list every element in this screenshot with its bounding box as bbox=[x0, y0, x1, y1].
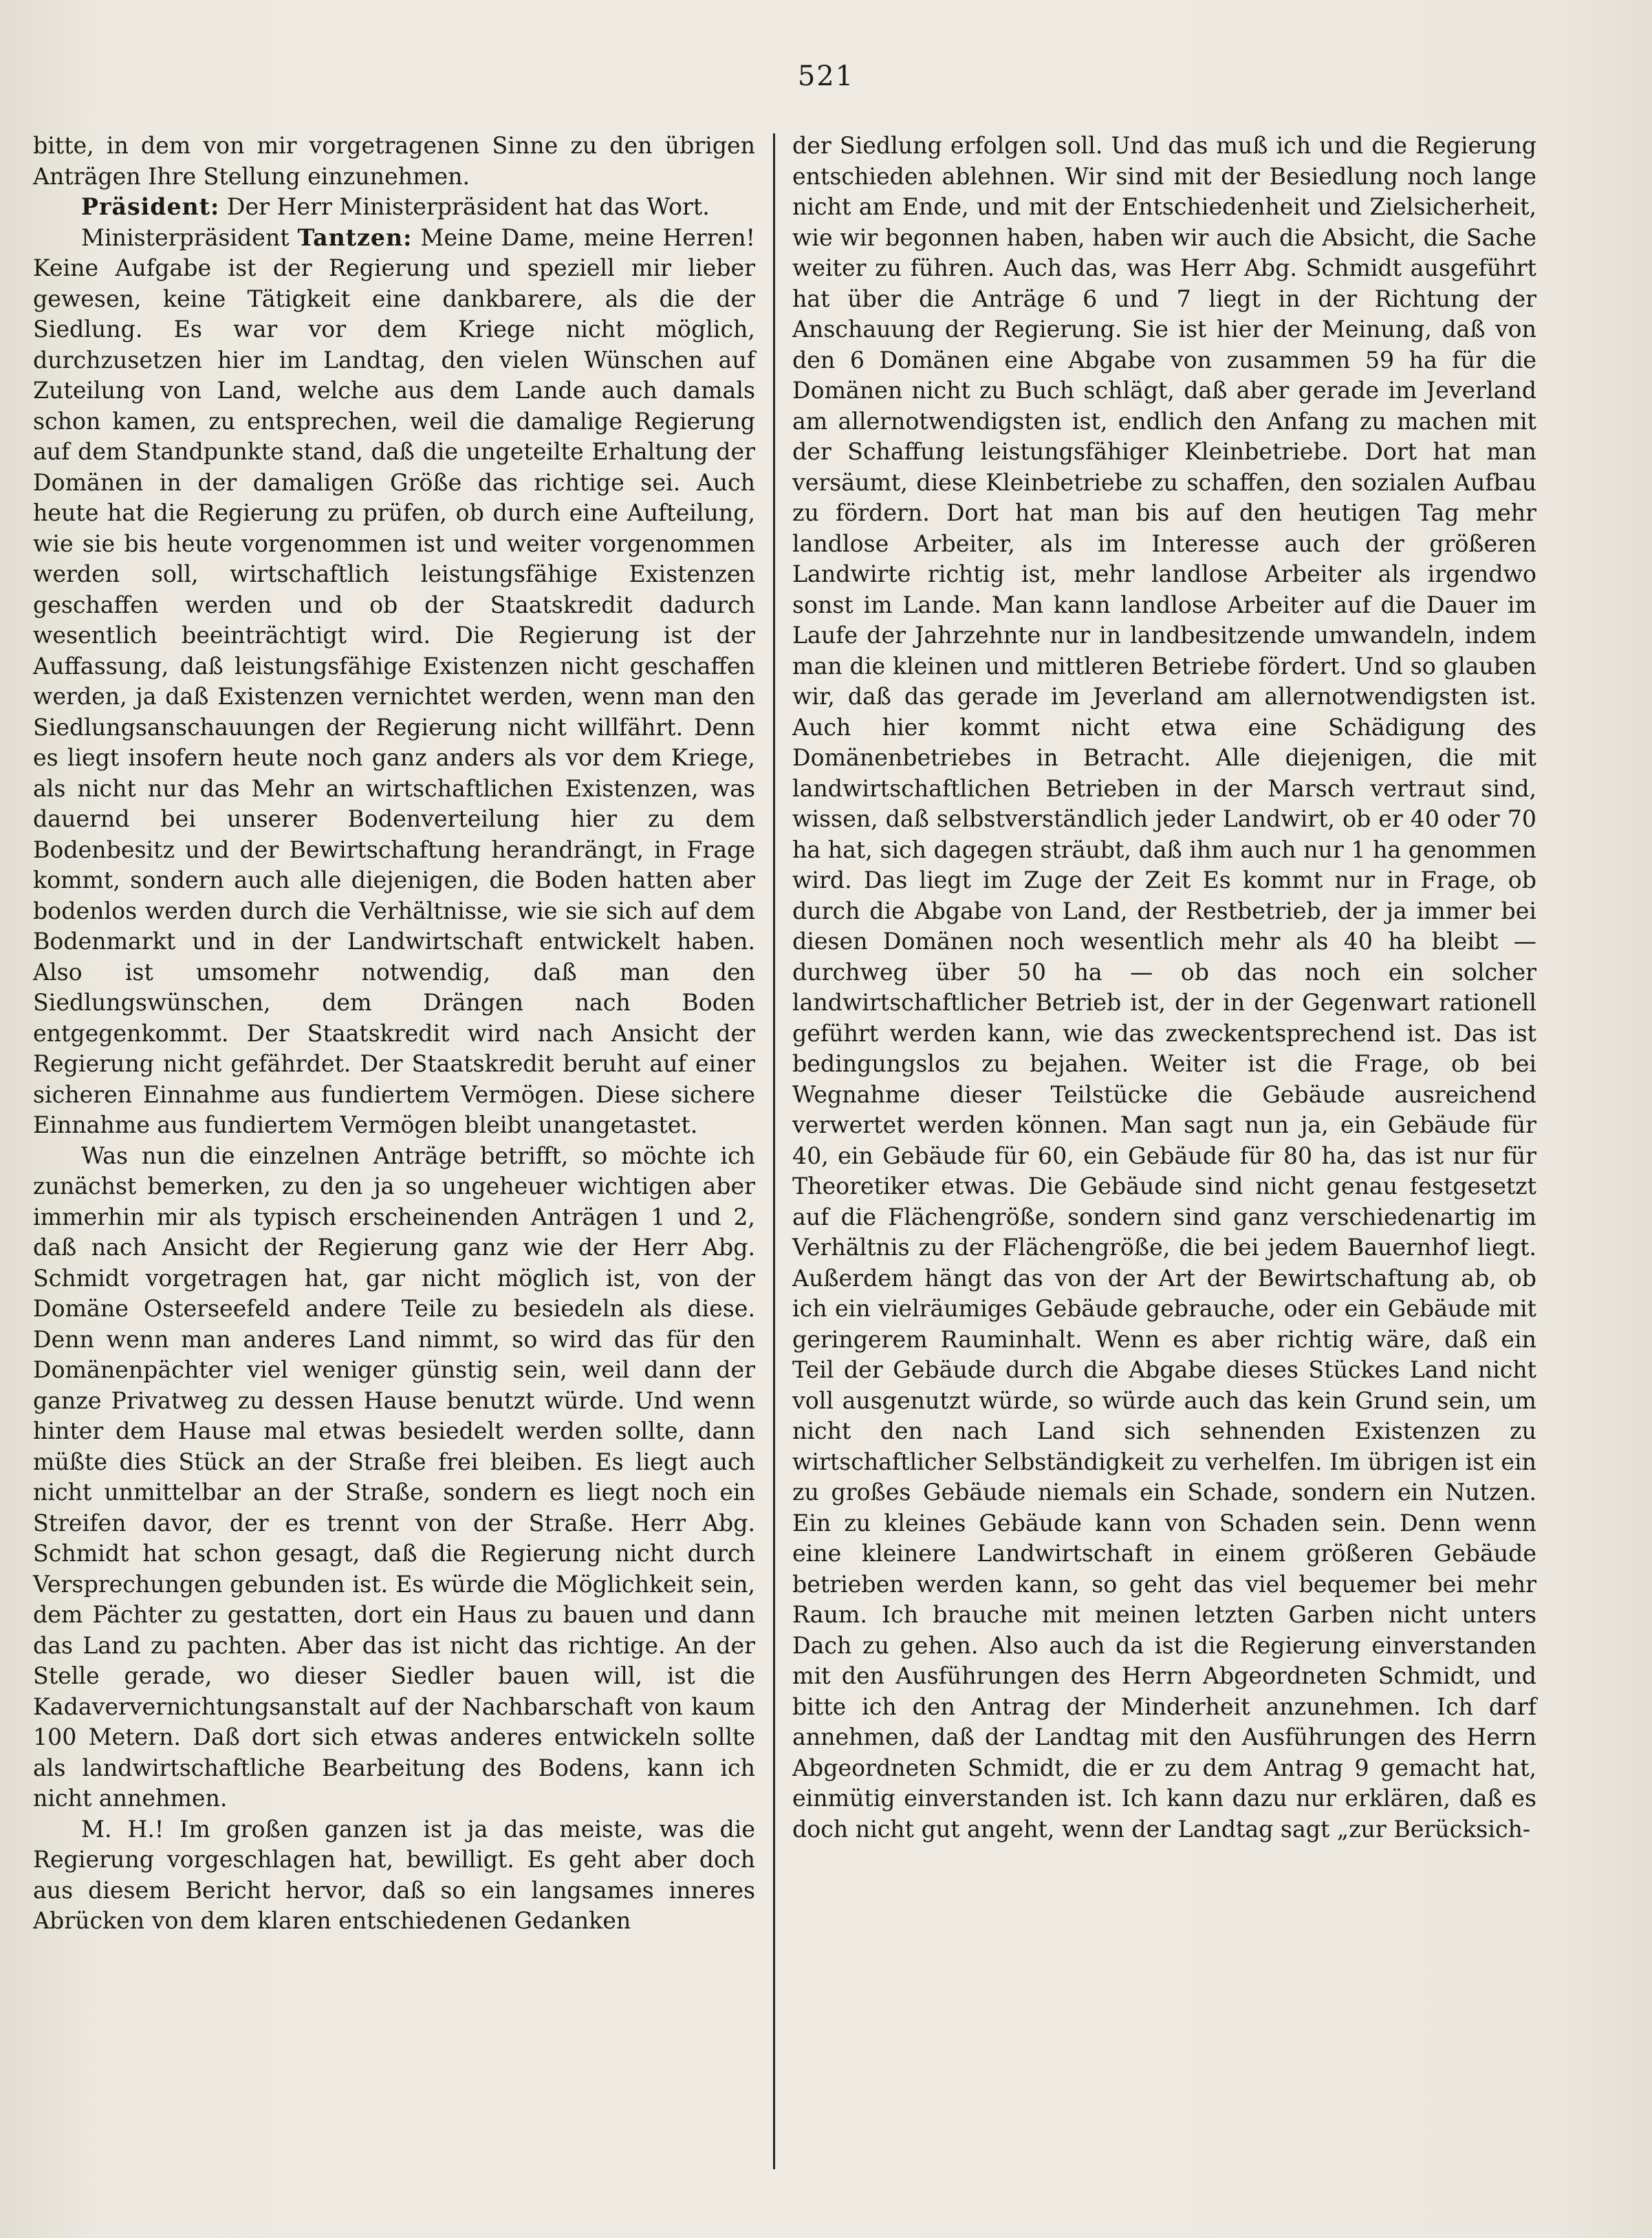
right-column bbox=[792, 131, 1536, 1845]
paragraph: der Siedlung erfolgen soll. Und das muß ich und die Regierung entschieden ablehnen. Wir sind mit der Besiedlung noch lange nicht am Ende, und mit der Entschiedenheit und Zielsicherheit, wie wir begonnen haben, haben wir auch die Absicht, die Sache weiter zu führen. Auch das, was Herr Abg. Schmidt ausgeführt hat über die Anträge 6 und 7 liegt in der Richtung der Anschauung der Regierung. Sie ist hier der Meinung, daß von den 6 Domänen eine Abgabe von zusammen 59 ha für die Domänen nicht zu Buch schlägt, daß aber gerade im Jeverland am allernotwendigsten ist, endlich den Anfang zu machen mit der Schaffung leistungsfähiger Kleinbetriebe. Dort hat man versäumt, diese Kleinbetriebe zu schaffen, den sozialen Aufbau zu fördern. Dort hat man bis auf den heutigen Tag mehr landlose Arbeiter, als im Interesse auch der größeren Landwirte richtig ist, mehr landlose Arbeiter als irgendwo sonst im Lande. Man kann landlose Arbeiter auf die Dauer im Laufe der Jahrzehnte nur in landbesitzende umwandeln, indem man die kleinen und mittleren Betriebe fördert. Und so glauben wir, daß das gerade im Jeverland am allernotwendigsten ist. Auch hier kommt nicht etwa eine Schädigung des Domänenbetriebes in Betracht. Alle diejenigen, die mit landwirtschaftlichen Betrieben in der Marsch vertraut sind, wissen, daß selbstverständlich jeder Landwirt, ob er 40 oder 70 ha hat, sich dagegen sträubt, daß ihm auch nur 1 ha genommen wird. Das liegt im Zuge der Zeit Es kommt nur in Frage, ob durch die Abgabe von Land, der Restbetrieb, der ja immer bei diesen Domänen noch wesentlich mehr als 40 ha bleibt — durchweg über 50 ha — ob das noch ein solcher landwirtschaftlicher Betrieb ist, der in der Gegenwart rationell geführt werden kann, wie das zweckentsprechend ist. Das ist bedingungslos zu bejahen. Weiter ist die Frage, ob bei Wegnahme dieser Teilstücke die Gebäude ausreichend verwertet werden können. Man sagt nun ja, ein Gebäude für 40, ein Gebäude für 60, ein Gebäude für 80 ha, das ist nur für Theoretiker etwas. Die Gebäude sind nicht genau festgesetzt auf die Flächengröße, sondern sind ganz verschiedenartig im Verhältnis zu der Flächengröße, die bei jedem Bauernhof liegt. Außerdem hängt das von der Art der Bewirtschaftung ab, ob ich ein vielräumiges Gebäude gebrauche, oder ein Gebäude mit geringerem Rauminhalt. Wenn es aber richtig wäre, daß ein Teil der Gebäude durch die Abgabe dieses Stückes Land nicht voll ausgenutzt würde, so würde auch das kein Grund sein, um nicht den nach Land sich sehnenden Existenzen zu wirtschaftlicher Selbständigkeit zu verhelfen. Im übrigen ist ein zu großes Gebäude niemals ein Schade, sondern ein Nutzen. Ein zu kleines Gebäude kann von Schaden sein. Denn wenn eine kleinere Landwirtschaft in einem größeren Gebäude betrieben werden kann, so geht das viel bequemer bei mehr Raum. Ich brauche mit meinen letzten Garben nicht unters Dach zu gehen. Also auch da ist die Regierung einverstanden mit den Ausführungen des Herrn Abgeordneten Schmidt, und bitte ich den Antrag der Minderheit anzunehmen. Ich darf annehmen, daß der Landtag mit den Ausführungen des Herrn Abgeordneten Schmidt, die er zu dem Antrag 9 gemacht hat, einmütig einverstanden ist. Ich kann dazu nur erklären, daß es doch nicht gut angeht, wenn der Landtag sagt „zur Berücksich- bbox=[792, 132, 1536, 1843]
page-number: 521 bbox=[797, 61, 855, 92]
speaker-name: Präsident: bbox=[81, 193, 220, 220]
paragraph-text: Der Herr Ministerpräsident hat das Wort. bbox=[219, 193, 710, 220]
left-column bbox=[33, 131, 755, 1937]
paragraph-president bbox=[33, 192, 755, 223]
speaker-name: Tantzen: bbox=[297, 224, 413, 251]
column-divider bbox=[773, 133, 775, 2169]
speaker-title: Ministerpräsident bbox=[81, 224, 298, 251]
paragraph: M. H.! Im großen ganzen ist ja das meiste, was die Regierung vorgeschlagen hat, bewilligt. Es geht aber doch aus diesem Bericht hervor, daß so ein langsames inneres Abrücken von dem klaren entschiedenen Gedanken bbox=[33, 1815, 755, 1934]
paragraph-text: Meine Dame, meine Herren! Keine Aufgabe ist der Regierung und speziell mir lieber gewesen, keine Tätigkeit eine dankbarere, als die der Siedlung. Es war vor dem Kriege nicht möglich, durchzusetzen hier im Landtag, den vielen Wünschen auf Zuteilung von Land, welche aus dem Lande auch damals schon kamen, zu entsprechen, weil die damalige Regierung auf dem Standpunkte stand, daß die ungeteilte Erhaltung der Domänen in der damaligen Größe das richtige sei. Auch heute hat die Regierung zu prüfen, ob durch eine Aufteilung, wie sie bis heute vorgenommen ist und weiter vorgenommen werden soll, wirtschaftlich leistungsfähige Existenzen geschaffen werden und ob der Staatskredit dadurch wesentlich beeinträchtigt wird. Die Regierung ist der Auffassung, daß leistungsfähige Existenzen nicht geschaffen werden, ja daß Existenzen vernichtet werden, wenn man den Siedlungsanschauungen der Regierung nicht willfährt. Denn es liegt insofern heute noch ganz anders als vor dem Kriege, als nicht nur das Mehr an wirtschaftlichen Existenzen, was dauernd bei unserer Bodenverteilung hier zu dem Bodenbesitz und der Bewirtschaftung herandrängt, in Frage kommt, sondern auch alle diejenigen, die Boden hatten aber bodenlos werden durch die Verhältnisse, wie sie sich auf dem Bodenmarkt und in der Landwirtschaft entwickelt haben. Also ist umsomehr notwendig, daß man den Siedlungswünschen, dem Drängen nach Boden entgegenkommt. Der Staatskredit wird nach Ansicht der Regierung nicht gefährdet. Der Staatskredit beruht auf einer sicheren Einnahme aus fundiertem Vermögen. Diese sichere Einnahme aus fundiertem Vermögen bleibt unangetastet. bbox=[33, 224, 755, 1138]
paragraph: Was nun die einzelnen Anträge betrifft, so möchte ich zunächst bemerken, zu den ja so ungeheuer wichtigen aber immerhin mir als typisch erscheinenden Anträgen 1 und 2, daß nach Ansicht der Regierung ganz wie der Herr Abg. Schmidt vorgetragen hat, gar nicht möglich ist, von der Domäne Osterseefeld andere Teile zu besiedeln als diese. Denn wenn man anderes Land nimmt, so wird das für den Domänenpächter viel weniger günstig sein, weil dann der ganze Privatweg zu dessen Hause benutzt würde. Und wenn hinter dem Hause mal etwas besiedelt werden sollte, dann müßte dies Stück an der Straße frei bleiben. Es liegt auch nicht unmittelbar an der Straße, sondern es liegt noch ein Streifen davor, der es trennt von der Straße. Herr Abg. Schmidt hat schon gesagt, daß die Regierung nicht durch Versprechungen gebunden ist. Es würde die Möglichkeit sein, dem Pächter zu gestatten, dort ein Haus zu bauen und dann das Land zu pachten. Aber das ist nicht das richtige. An der Stelle gerade, wo dieser Siedler bauen will, ist die Kadaververnichtungsanstalt auf der Nachbarschaft von kaum 100 Metern. Daß dort sich etwas anderes entwickeln sollte als landwirtschaftliche Bearbeitung des Bodens, kann ich nicht annehmen. bbox=[33, 1142, 755, 1812]
paragraph-minister bbox=[33, 223, 755, 1141]
paragraph: bitte, in dem von mir vorgetragenen Sinne zu den übrigen Anträgen Ihre Stellung einzunehmen. bbox=[33, 132, 755, 190]
